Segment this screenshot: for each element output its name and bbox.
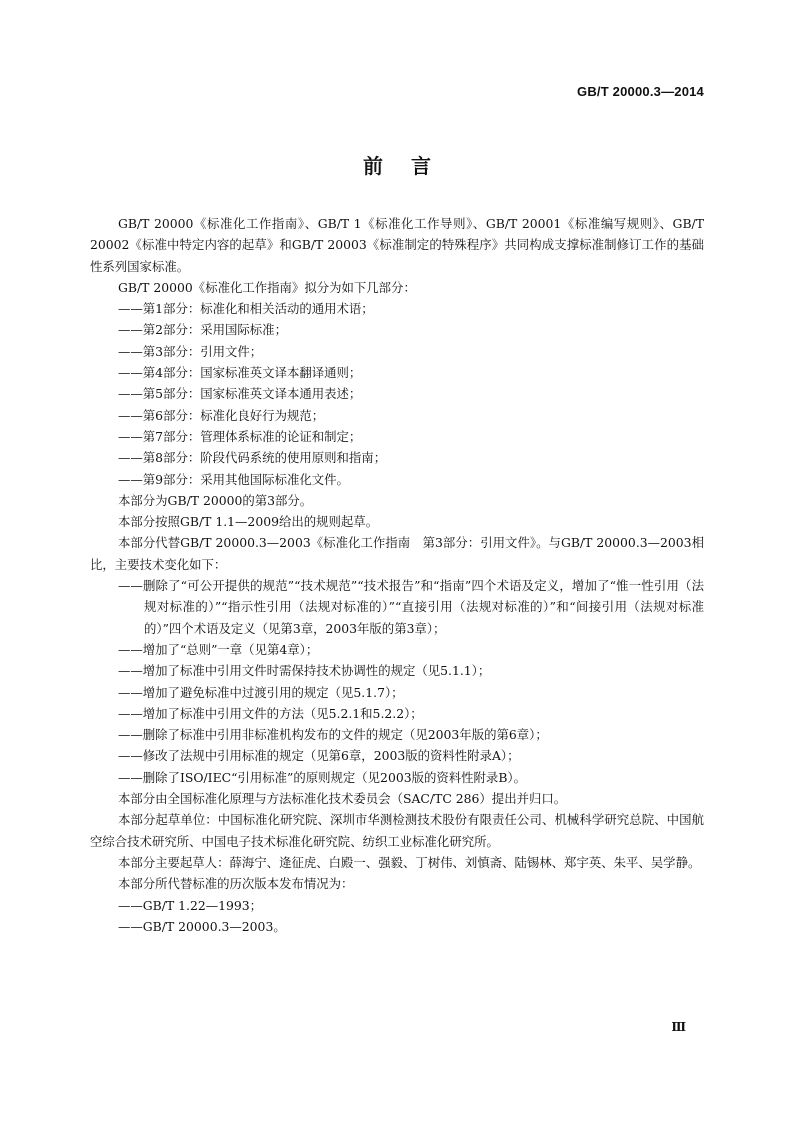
- change-list-item: ——删除了“可公开提供的规范”“技术规范”“技术报告”和“指南”四个术语及定义，增加了“惟一性引用（法规对标准的）”“指示性引用（法规对标准的）”“直接引用（法规对标准的）”和“间接引用（法规对标准的）”四个术语及定义（见第3章，2003年版的第3章）；: [118, 578, 704, 636]
- history-intro-paragraph: 本部分所代替标准的历次版本发布情况为：: [118, 876, 354, 892]
- part-list-item: ——第4部分：国家标准英文译本翻译通则；: [118, 365, 362, 381]
- part-list-item: ——第7部分：管理体系标准的论证和制定；: [118, 428, 362, 444]
- proposer-paragraph: 本部分由全国标准化原理与方法标准化技术委员会（SAC/TC 286）提出并归口。: [118, 791, 567, 807]
- part-list-item: ——第5部分：国家标准英文译本通用表述；: [118, 386, 362, 402]
- drafting-rule-paragraph: 本部分按照GB/T 1.1—2009给出的规则起草。: [118, 514, 379, 530]
- page-title: 前言: [363, 154, 459, 178]
- change-list-item: ——增加了避免标准中过渡引用的规定（见5.1.7）；: [118, 684, 404, 700]
- foreword-intro-paragraph: GB/T 20000《标准化工作指南》、GB/T 1《标准化工作导则》、GB/T 20001《标准编写规则》、GB/T 20002《标准中特定内容的起草》和GB/T 20003《标准制定的特殊程序》共同构成支撑标准制修订工作的基础性系列国家标准。: [90, 216, 708, 274]
- change-list-item: ——增加了标准中引用文件时需保持技术协调性的规定（见5.1.1）；: [118, 663, 491, 679]
- part-list-item: ——第9部分：采用其他国际标准化文件。: [118, 471, 349, 487]
- standard-code: GB/T 20000.3—2014: [577, 84, 704, 99]
- change-list-item: ——修改了法规中引用标准的规定（见第6章，2003版的资料性附录A）；: [118, 748, 520, 764]
- change-list-item: ——删除了标准中引用非标准机构发布的文件的规定（见2003年版的第6章）；: [118, 727, 548, 743]
- part-list-item: ——第6部分：标准化良好行为规范；: [118, 407, 325, 423]
- history-list-item: ——GB/T 1.22—1993；: [118, 897, 263, 913]
- part-statement-paragraph: 本部分为GB/T 20000的第3部分。: [118, 492, 313, 508]
- parts-intro-paragraph: GB/T 20000《标准化工作指南》拟分为如下几部分：: [118, 279, 416, 295]
- change-list-item: ——增加了“总则”一章（见第4章）；: [118, 641, 319, 657]
- part-list-item: ——第8部分：阶段代码系统的使用原则和指南；: [118, 450, 387, 466]
- change-list-item: ——删除了ISO/IEC“引用标准”的原则规定（见2003版的资料性附录B）。: [118, 769, 527, 785]
- drafters-paragraph: 本部分主要起草人：薛海宁、逄征虎、白殿一、强毅、丁树伟、刘慎斋、陆锡林、郑宇英、朱平、吴学静。: [118, 854, 701, 870]
- change-list-item: ——增加了标准中引用文件的方法（见5.2.1和5.2.2）；: [118, 705, 423, 721]
- replacement-paragraph: 本部分代替GB/T 20000.3—2003《标准化工作指南 第3部分：引用文件》。与GB/T 20000.3—2003相比，主要技术变化如下：: [90, 535, 704, 572]
- page-number: Ⅲ: [671, 1020, 686, 1034]
- foreword-body: [90, 213, 708, 937]
- part-list-item: ——第3部分：引用文件；: [118, 343, 263, 359]
- drafting-units-paragraph: 本部分起草单位：中国标准化研究院、深圳市华测检测技术股份有限责任公司、机械科学研究总院、中国航空综合技术研究所、中国电子技术标准化研究院、纺织工业标准化研究所。: [90, 812, 704, 849]
- part-list-item: ——第1部分：标准化和相关活动的通用术语；: [118, 301, 374, 317]
- part-list-item: ——第2部分：采用国际标准；: [118, 322, 287, 338]
- history-list-item: ——GB/T 20000.3—2003。: [118, 918, 286, 934]
